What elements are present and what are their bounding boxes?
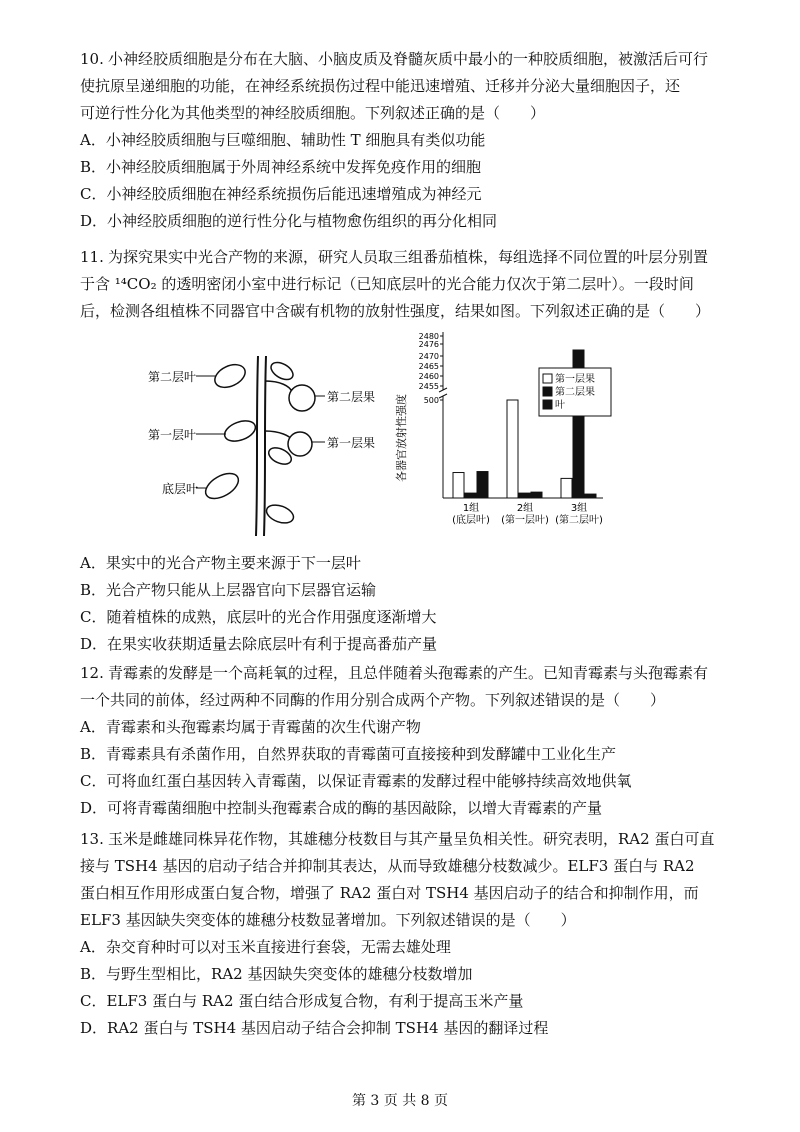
chart-x-labels [452, 502, 603, 526]
question-11 [80, 244, 720, 325]
x-tick-label: 2组 [516, 503, 534, 514]
label-first-layer-leaf: 第一层叶 [148, 428, 197, 442]
option-a: A．青霉素和头孢霉素均属于青霉菌的次生代谢产物 [80, 718, 421, 736]
question-number: 10. [80, 50, 104, 68]
chart-bar [465, 493, 476, 498]
question-11-options [80, 550, 720, 658]
option-b: B．光合产物只能从上层器官向下层器官运输 [80, 581, 377, 599]
question-11-figure [140, 332, 640, 546]
y-tick-label: 2455 [418, 382, 439, 391]
label-bottom-leaf: 底层叶 [162, 482, 199, 496]
x-tick-label: (底层叶) [452, 515, 490, 526]
legend-swatch [543, 374, 552, 383]
question-number: 12. [80, 664, 104, 682]
question-stem-line: 后，检测各组植株不同器官中含碳有机物的放射性强度，结果如图。下列叙述正确的是（ ） [80, 302, 711, 320]
x-tick-label: (第二层叶) [555, 515, 603, 526]
question-stem-line: 可逆行性分化为其他类型的神经胶质细胞。下列叙述正确的是（ ） [80, 104, 546, 122]
option-c: C．ELF3 蛋白与 RA2 蛋白结合形成复合物，有利于提高玉米产量 [80, 992, 524, 1010]
question-12 [80, 660, 720, 822]
label-first-layer-fruit: 第一层果 [327, 436, 376, 450]
plant-stem [264, 356, 266, 536]
question-stem-line: 为探究果实中光合产物的来源，研究人员取三组番茄植株，每组选择不同位置的叶层分别置 [108, 248, 709, 266]
option-c: C．随着植株的成熟，底层叶的光合作用强度逐渐增大 [80, 608, 437, 626]
plant-stem [256, 356, 258, 536]
question-stem-line: 小神经胶质细胞是分布在大脑、小脑皮质及脊髓灰质中最小的一种胶质细胞，被激活后可行 [108, 50, 709, 68]
y-tick-label: 2465 [418, 362, 439, 371]
y-tick-label: 2476 [418, 340, 439, 349]
legend-swatch [543, 387, 552, 396]
fruit-icon [289, 385, 315, 411]
option-b: B．青霉素具有杀菌作用，自然界获取的青霉菌可直接接种到发酵罐中工业化生产 [80, 745, 617, 763]
chart-bar [453, 473, 464, 498]
y-tick-label: 2480 [418, 332, 439, 341]
question-10 [80, 46, 720, 235]
chart-bar [507, 400, 518, 498]
y-tick-label: 500 [423, 396, 439, 405]
option-b: B．与野生型相比，RA2 基因缺失突变体的雄穗分枝数增加 [80, 965, 473, 983]
bar-chart [395, 328, 625, 538]
chart-y-label: 各器官放射性强度 [395, 394, 408, 482]
chart-bar [585, 494, 596, 498]
x-tick-label: 3组 [570, 503, 588, 514]
question-13 [80, 826, 720, 1042]
leaf-icon [222, 417, 258, 445]
x-tick-label: (第一层叶) [501, 515, 549, 526]
option-a: A．杂交育种时可以对玉米直接进行套袋，无需去雄处理 [80, 938, 451, 956]
label-second-layer-leaf: 第二层叶 [148, 370, 197, 384]
option-c: C．小神经胶质细胞在神经系统损伤后能迅速增殖成为神经元 [80, 185, 482, 203]
question-stem-line: 一个共同的前体，经过两种不同酶的作用分别合成两个产物。下列叙述错误的是（ ） [80, 691, 666, 709]
question-stem-line: 玉米是雌雄同株异花作物，其雄穗分枝数目与其产量呈负相关性。研究表明，RA2 蛋白可直 [108, 830, 715, 848]
fruit-icon [288, 432, 312, 456]
option-c: C．可将血红蛋白基因转入青霉菌，以保证青霉素的发酵过程中能够持续高效地供氧 [80, 772, 632, 790]
question-number: 13. [80, 830, 104, 848]
legend-label: 叶 [555, 400, 565, 411]
question-stem-line: 接与 TSH4 基因的启动子结合并抑制其表达，从而导致雄穗分枝数减少。ELF3 蛋白与 RA2 [80, 857, 695, 875]
question-stem-line: 于含 ¹⁴CO₂ 的透明密闭小室中进行标记（已知底层叶的光合能力仅次于第二层叶）。一段时间 [80, 275, 694, 293]
option-a: A．小神经胶质细胞与巨噬细胞、辅助性 T 细胞具有类似功能 [80, 131, 486, 149]
option-b: B．小神经胶质细胞属于外周神经系统中发挥免疫作用的细胞 [80, 158, 482, 176]
legend-label: 第二层果 [555, 387, 595, 398]
chart-bar [477, 472, 488, 498]
chart-legend [539, 368, 611, 416]
chart-bar [561, 478, 572, 498]
y-tick-label: 2470 [418, 352, 439, 361]
legend-swatch [543, 400, 552, 409]
question-stem-line: 青霉素的发酵是一个高耗氧的过程，且总伴随着头孢霉素的产生。已知青霉素与头孢霉素有 [108, 664, 709, 682]
question-number: 11. [80, 248, 104, 266]
page-footer: 第 3 页 共 8 页 [351, 1093, 449, 1109]
option-d: D．小神经胶质细胞的逆行性分化与植物愈伤组织的再分化相同 [80, 212, 498, 230]
chart-bar [519, 493, 530, 498]
option-d: D．在果实收获期适量去除底层叶有利于提高番茄产量 [80, 635, 438, 653]
leaf-icon [211, 360, 248, 392]
option-d: D．RA2 蛋白与 TSH4 基因启动子结合会抑制 TSH4 基因的翻译过程 [80, 1019, 549, 1037]
legend-label: 第一层果 [555, 374, 595, 385]
leaf-icon [201, 468, 242, 503]
chart-bar [531, 492, 542, 498]
label-second-layer-fruit: 第二层果 [327, 390, 376, 404]
option-d: D．可将青霉菌细胞中控制头孢霉素合成的酶的基因敲除，以增大青霉素的产量 [80, 799, 603, 817]
y-tick-label: 2460 [418, 372, 439, 381]
x-tick-label: 1组 [462, 503, 480, 514]
question-stem-line: ELF3 基因缺失突变体的雄穗分枝数显著增加。下列叙述错误的是（ ） [80, 911, 576, 929]
question-stem-line: 蛋白相互作用形成蛋白复合物，增强了 RA2 蛋白对 TSH4 基因启动子的结合和抑制作用，而 [80, 884, 699, 902]
leaf-icon [268, 359, 296, 383]
option-a: A．果实中的光合产物主要来源于下一层叶 [80, 554, 361, 572]
leaf-icon [264, 502, 296, 527]
question-stem-line: 使抗原呈递细胞的功能，在神经系统损伤过程中能迅速增殖、迁移并分泌大量细胞因子，还 [80, 77, 681, 95]
